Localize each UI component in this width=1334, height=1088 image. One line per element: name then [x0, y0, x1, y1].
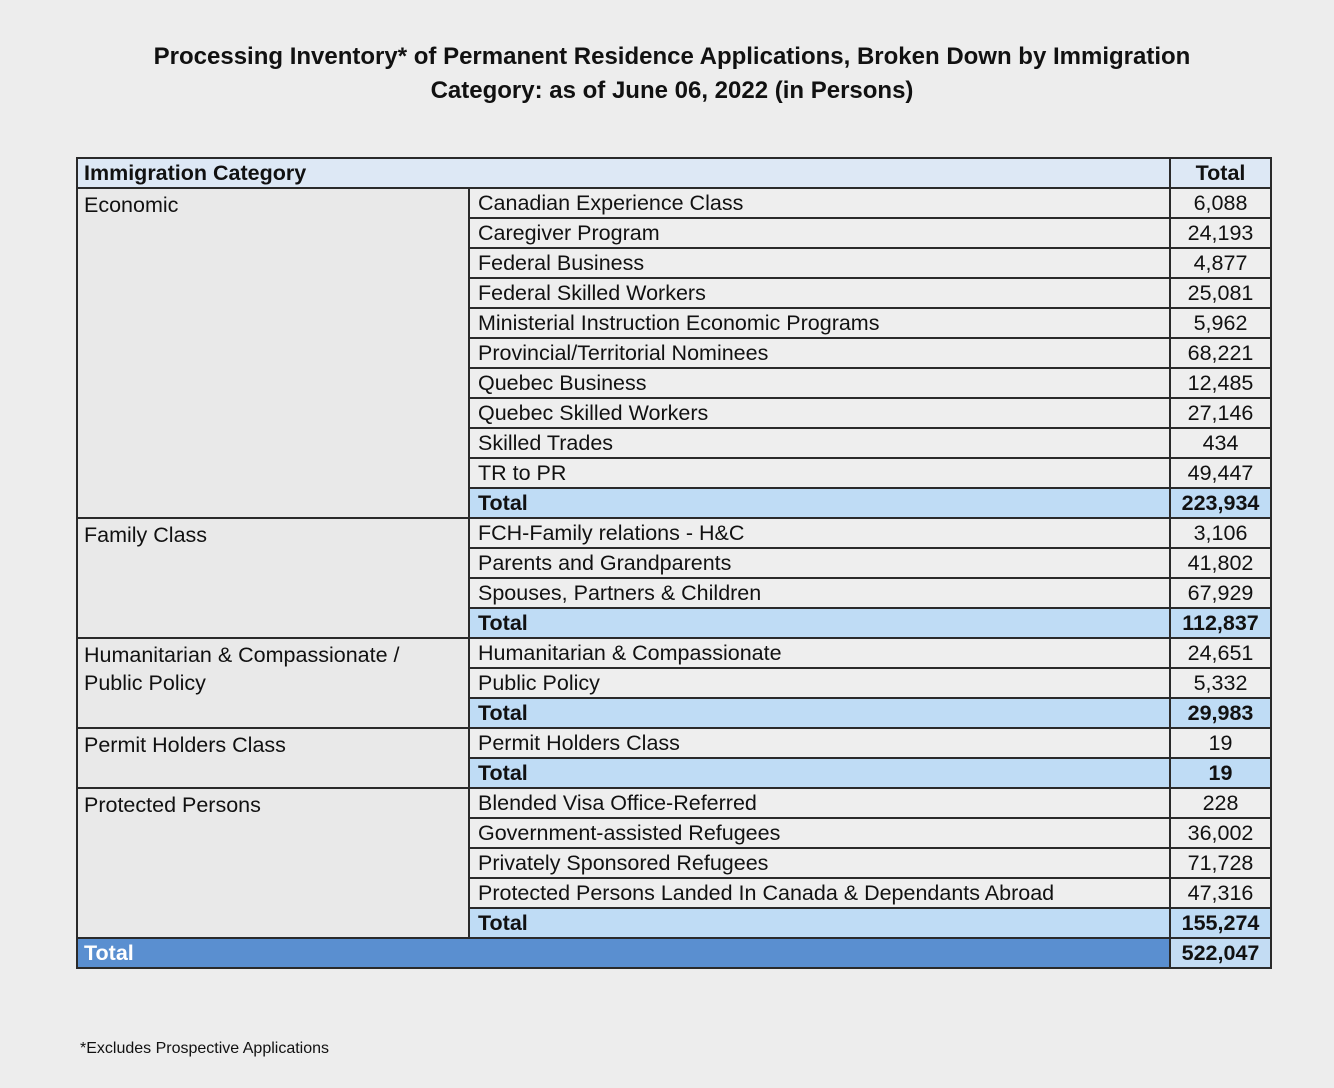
- value-cell: 19: [1170, 728, 1271, 758]
- value-cell: 49,447: [1170, 458, 1271, 488]
- subcategory-cell: Public Policy: [469, 668, 1170, 698]
- table-row: [77, 638, 1271, 668]
- value-cell: 24,651: [1170, 638, 1271, 668]
- subtotal-label: Total: [469, 758, 1170, 788]
- subcategory-cell: Quebec Business: [469, 368, 1170, 398]
- subcategory-cell: Ministerial Instruction Economic Programs: [469, 308, 1170, 338]
- subcategory-cell: Blended Visa Office-Referred: [469, 788, 1170, 818]
- value-cell: 6,088: [1170, 188, 1271, 218]
- subtotal-label: Total: [469, 488, 1170, 518]
- grand-total-row: [77, 938, 1271, 968]
- value-cell: 434: [1170, 428, 1271, 458]
- header-immigration-category: Immigration Category: [77, 158, 1170, 188]
- subtotal-label: Total: [469, 698, 1170, 728]
- grand-total-value: 522,047: [1170, 938, 1271, 968]
- value-cell: 27,146: [1170, 398, 1271, 428]
- subcategory-cell: Humanitarian & Compassionate: [469, 638, 1170, 668]
- subcategory-cell: Parents and Grandparents: [469, 548, 1170, 578]
- subcategory-cell: Federal Business: [469, 248, 1170, 278]
- page-title: Processing Inventory* of Permanent Residence Applications, Broken Down by Immigration Category: as of June 06, 2022 (in Persons): [153, 43, 1191, 104]
- value-cell: 24,193: [1170, 218, 1271, 248]
- category-cell: Protected Persons: [77, 788, 469, 938]
- subcategory-cell: Government-assisted Refugees: [469, 818, 1170, 848]
- subcategory-cell: TR to PR: [469, 458, 1170, 488]
- table-header-row: [77, 158, 1271, 188]
- subcategory-cell: Federal Skilled Workers: [469, 278, 1170, 308]
- subcategory-cell: FCH-Family relations - H&C: [469, 518, 1170, 548]
- category-cell: Permit Holders Class: [77, 728, 469, 788]
- subcategory-cell: Protected Persons Landed In Canada & Dependants Abroad: [469, 878, 1170, 908]
- value-cell: 228: [1170, 788, 1271, 818]
- table-row: [77, 788, 1271, 818]
- value-cell: 41,802: [1170, 548, 1271, 578]
- footnote: *Excludes Prospective Applications: [80, 1040, 330, 1057]
- value-cell: 71,728: [1170, 848, 1271, 878]
- table-body: [77, 188, 1271, 938]
- value-cell: 25,081: [1170, 278, 1271, 308]
- subcategory-cell: Quebec Skilled Workers: [469, 398, 1170, 428]
- table-row: [77, 728, 1271, 758]
- inventory-table: [76, 157, 1272, 969]
- subcategory-cell: Permit Holders Class: [469, 728, 1170, 758]
- subcategory-cell: Privately Sponsored Refugees: [469, 848, 1170, 878]
- subtotal-value: 112,837: [1170, 608, 1271, 638]
- subtotal-label: Total: [469, 608, 1170, 638]
- header-total: Total: [1170, 158, 1271, 188]
- subcategory-cell: Spouses, Partners & Children: [469, 578, 1170, 608]
- subcategory-cell: Skilled Trades: [469, 428, 1170, 458]
- category-cell: Humanitarian & Compassionate / Public Policy: [77, 638, 469, 728]
- subcategory-cell: Canadian Experience Class: [469, 188, 1170, 218]
- value-cell: 5,962: [1170, 308, 1271, 338]
- value-cell: 47,316: [1170, 878, 1271, 908]
- value-cell: 3,106: [1170, 518, 1271, 548]
- table-row: [77, 518, 1271, 548]
- subtotal-value: 29,983: [1170, 698, 1271, 728]
- value-cell: 68,221: [1170, 338, 1271, 368]
- value-cell: 4,877: [1170, 248, 1271, 278]
- category-cell: Economic: [77, 188, 469, 518]
- subtotal-value: 19: [1170, 758, 1271, 788]
- value-cell: 36,002: [1170, 818, 1271, 848]
- category-cell: Family Class: [77, 518, 469, 638]
- subcategory-cell: Provincial/Territorial Nominees: [469, 338, 1170, 368]
- grand-total-label: Total: [77, 938, 1170, 968]
- value-cell: 67,929: [1170, 578, 1271, 608]
- table-row: [77, 188, 1271, 218]
- subtotal-label: Total: [469, 908, 1170, 938]
- value-cell: 12,485: [1170, 368, 1271, 398]
- subcategory-cell: Caregiver Program: [469, 218, 1170, 248]
- subtotal-value: 223,934: [1170, 488, 1271, 518]
- value-cell: 5,332: [1170, 668, 1271, 698]
- subtotal-value: 155,274: [1170, 908, 1271, 938]
